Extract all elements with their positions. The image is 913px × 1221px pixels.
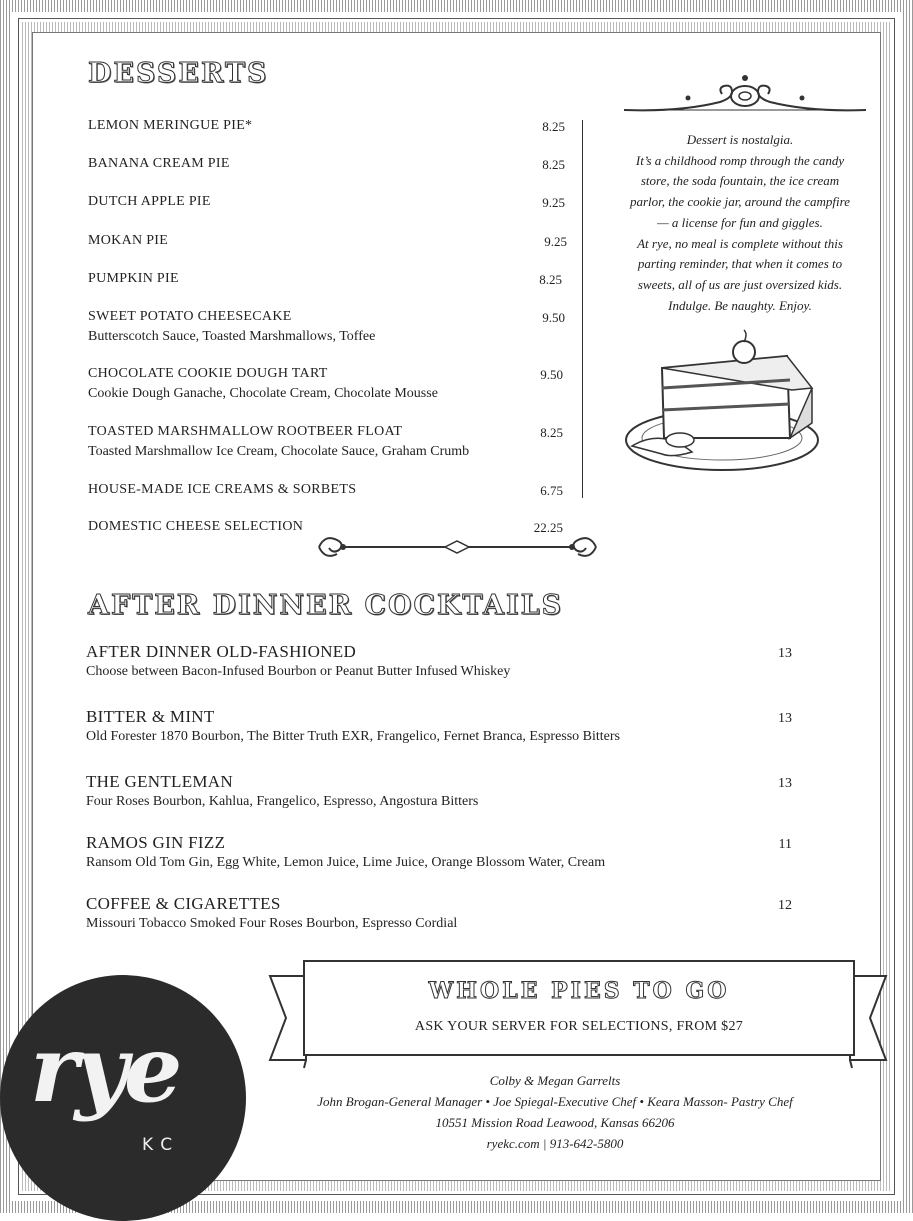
rye-kc-logo: [0, 975, 246, 1221]
logo-kc-label: KC: [142, 1135, 181, 1155]
logo-wordmark: rye: [30, 1015, 179, 1123]
cake-slice-illustration-icon: [622, 328, 822, 478]
cocktail-description: Choose between Bacon-Infused Bourbon or Peanut Butter Infused Whiskey: [86, 664, 511, 679]
dessert-price: 8.25: [542, 157, 565, 172]
desserts-heading: DESSERTS: [88, 58, 269, 89]
dessert-price: 9.50: [542, 310, 565, 325]
quote-line: Indulge. Be naughty. Enjoy.: [668, 297, 812, 313]
dessert-price: 9.25: [542, 195, 565, 210]
contact-line: ryekc.com | 913-642-5800: [486, 1136, 624, 1151]
owners-line: Colby & Megan Garrelts: [489, 1073, 621, 1088]
dessert-price: 6.75: [540, 483, 563, 498]
banner-subtitle: ASK YOUR SERVER FOR SELECTIONS, FROM $27: [414, 1019, 744, 1034]
cocktail-description: Missouri Tobacco Smoked Four Roses Bourbon, Espresso Cordial: [86, 916, 458, 931]
cocktail-price: 12: [778, 898, 792, 913]
cocktails-heading: AFTER DINNER COCKTAILS: [88, 590, 564, 621]
quote-line: It’s a childhood romp through the candy: [635, 152, 845, 168]
cocktail-name: RAMOS GIN FIZZ: [86, 833, 226, 852]
dessert-name: TOASTED MARSHMALLOW ROOTBEER FLOAT: [88, 424, 403, 439]
dessert-price: 8.25: [540, 425, 563, 440]
dessert-name: LEMON MERINGUE PIE*: [88, 118, 253, 133]
quote-line: parting reminder, that when it comes to: [637, 256, 843, 272]
cocktail-price: 13: [778, 711, 792, 726]
dessert-description: Toasted Marshmallow Ice Cream, Chocolate Sauce, Graham Crumb: [88, 444, 470, 459]
cocktail-description: Old Forester 1870 Bourbon, The Bitter Truth EXR, Frangelico, Fernet Branca, Espresso Bitters: [86, 729, 621, 744]
dessert-name: MOKAN PIE: [88, 233, 169, 248]
cocktail-description: Four Roses Bourbon, Kahlua, Frangelico, Espresso, Angostura Bitters: [86, 794, 479, 809]
cocktail-description: Ransom Old Tom Gin, Egg White, Lemon Juice, Lime Juice, Orange Blossom Water, Cream: [86, 855, 606, 870]
dessert-name: HOUSE-MADE ICE CREAMS & SORBETS: [88, 482, 357, 497]
staff-line: John Brogan-General Manager • Joe Spiegal-Executive Chef • Keara Masson- Pastry Chef: [317, 1094, 793, 1109]
dessert-description: Butterscotch Sauce, Toasted Marshmallows, Toffee: [88, 329, 376, 344]
dessert-name: PUMPKIN PIE: [88, 271, 179, 286]
dessert-price: 9.50: [540, 367, 563, 382]
divider-ornament-icon: [315, 530, 600, 566]
banner-title: WHOLE PIES TO GO: [428, 978, 730, 1004]
dessert-price: 22.25: [533, 520, 563, 535]
column-divider: [582, 120, 583, 498]
dessert-name: CHOCOLATE COOKIE DOUGH TART: [88, 366, 328, 381]
cocktail-name: BITTER & MINT: [86, 707, 215, 726]
quote-line: Dessert is nostalgia.: [686, 132, 794, 147]
dessert-name: SWEET POTATO CHEESECAKE: [88, 309, 292, 324]
quote-line: parlor, the cookie jar, around the campfire: [629, 194, 850, 210]
whole-pies-banner: [303, 960, 855, 1056]
flourish-ornament-icon: [620, 72, 870, 116]
dessert-price: 8.25: [539, 272, 562, 287]
cocktail-name: AFTER DINNER OLD-FASHIONED: [86, 642, 357, 661]
cocktail-price: 13: [778, 646, 792, 661]
dessert-price: 9.25: [544, 234, 567, 249]
quote-line: store, the soda fountain, the ice cream: [640, 173, 840, 189]
cocktail-price: 13: [778, 776, 792, 791]
address-line: 10551 Mission Road Leawood, Kansas 66206: [435, 1115, 675, 1130]
cocktail-name: COFFEE & CIGARETTES: [86, 894, 281, 913]
cocktail-name: THE GENTLEMAN: [86, 772, 233, 791]
dessert-name: BANANA CREAM PIE: [88, 156, 230, 171]
cocktail-price: 11: [778, 837, 792, 852]
quote-line: — a license for fun and giggles.: [657, 214, 823, 230]
dessert-name: DOMESTIC CHEESE SELECTION: [88, 519, 304, 534]
dessert-name: DUTCH APPLE PIE: [88, 194, 211, 209]
quote-line: At rye, no meal is complete without this: [637, 235, 843, 251]
dessert-description: Cookie Dough Ganache, Chocolate Cream, Chocolate Mousse: [88, 386, 438, 401]
restaurant-credits: [270, 1070, 840, 1154]
dessert-price: 8.25: [542, 119, 565, 134]
quote-line: sweets, all of us are just oversized kids.: [637, 276, 843, 292]
dessert-quote: [605, 130, 875, 316]
